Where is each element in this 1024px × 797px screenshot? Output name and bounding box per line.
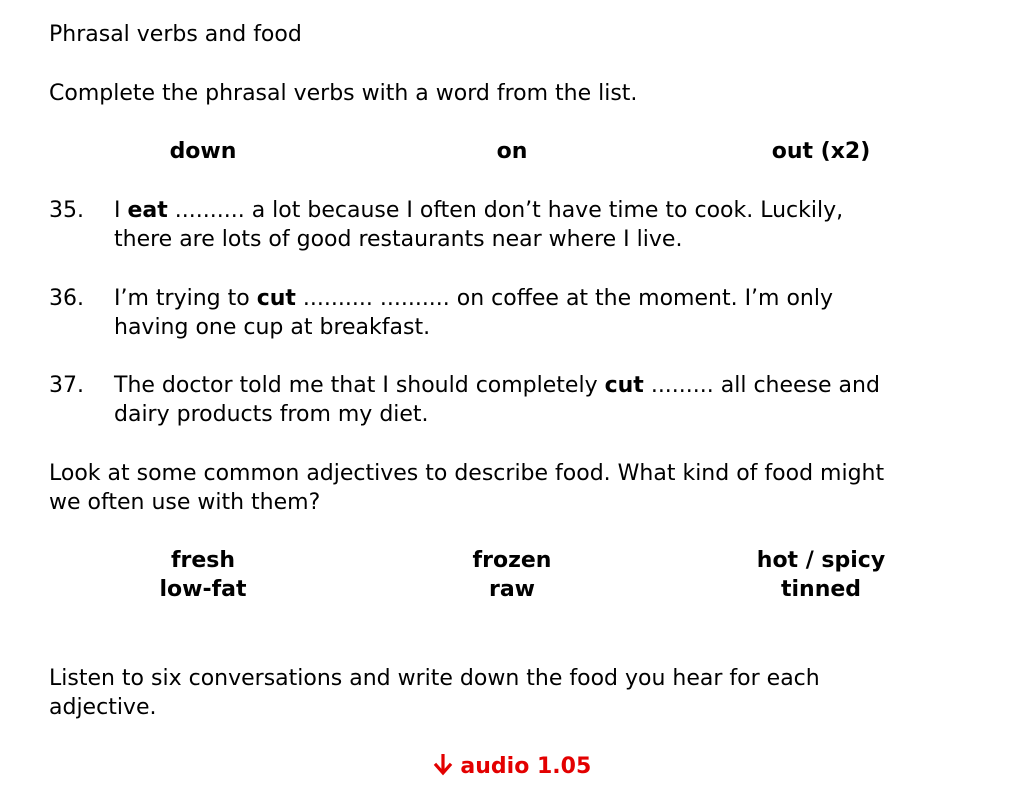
instruction-listen-line2: adjective. (49, 695, 157, 720)
question-text-pre: I’m trying to (114, 286, 257, 311)
question-text-line2: having one cup at breakfast. (114, 315, 431, 340)
word-down: down (169, 139, 237, 164)
audio-link[interactable] (0, 752, 1024, 781)
question-number: 36. (49, 286, 84, 311)
question-text-line2: dairy products from my diet. (114, 402, 429, 427)
arrow-down-icon (433, 754, 461, 779)
question-number: 37. (49, 373, 84, 398)
question-text (114, 196, 994, 254)
question-text-line2: there are lots of good restaurants near where I live. (114, 227, 683, 252)
instruction-adjectives-line1: Look at some common adjectives to describe food. What kind of food might (49, 461, 885, 486)
adjective-row-2 (0, 575, 1024, 604)
adjective-row-1 (0, 546, 1024, 575)
question-text-post: .......... .......... on coffee at the moment. I’m only (295, 286, 834, 311)
question-text (114, 284, 994, 342)
phrasal-verb: cut (604, 373, 644, 398)
question-text-post: .......... a lot because I often don’t have time to cook. Luckily, (167, 198, 844, 223)
instruction-listen-line1: Listen to six conversations and write down the food you hear for each (49, 666, 820, 691)
question-number: 35. (49, 198, 84, 223)
adjective-frozen: frozen (472, 548, 552, 573)
question-text-pre: I (114, 198, 128, 223)
adjective-tinned: tinned (780, 577, 862, 602)
adjective-raw: raw (488, 577, 536, 602)
word-list (0, 137, 1024, 166)
word-on: on (496, 139, 528, 164)
page-title: Phrasal verbs and food (49, 22, 302, 47)
adjective-fresh: fresh (170, 548, 236, 573)
question-text-post: ......... all cheese and (643, 373, 880, 398)
audio-label: audio 1.05 (460, 754, 592, 779)
instruction-complete: Complete the phrasal verbs with a word from the list. (49, 81, 638, 106)
adjective-low-fat: low-fat (159, 577, 247, 602)
question-text (114, 371, 994, 429)
instruction-adjectives-line2: we often use with them? (49, 490, 321, 515)
adjective-hot-spicy: hot / spicy (756, 548, 886, 573)
phrasal-verb: eat (127, 198, 168, 223)
phrasal-verb: cut (256, 286, 296, 311)
question-text-pre: The doctor told me that I should completely (114, 373, 605, 398)
word-out: out (x2) (771, 139, 871, 164)
